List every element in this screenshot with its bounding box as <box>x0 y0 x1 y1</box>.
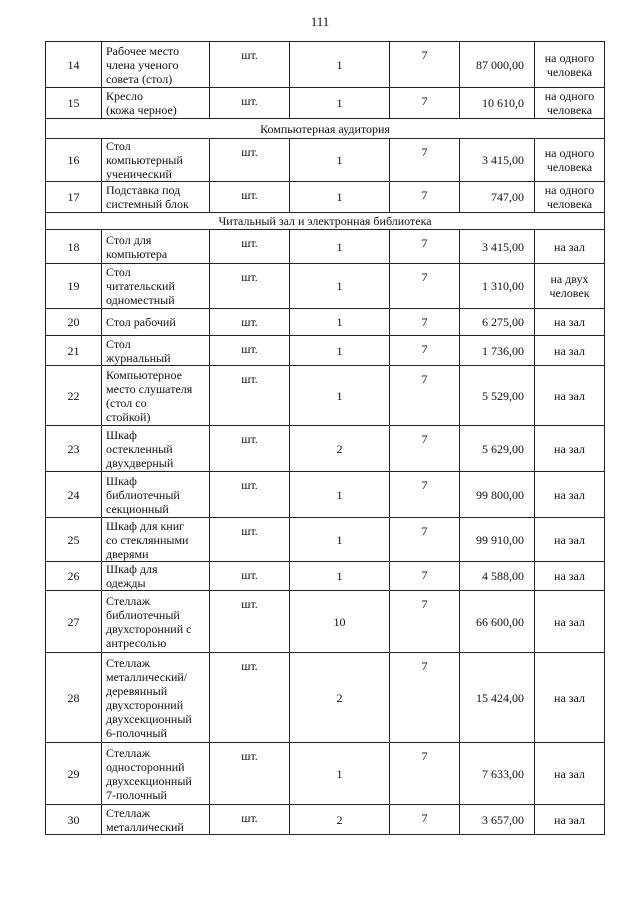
note-cell-line: человека <box>546 160 593 174</box>
note-cell-line: человека <box>546 197 593 211</box>
item-name <box>102 336 210 366</box>
item-name-line: Рабочее место <box>106 43 180 58</box>
note-cell <box>535 139 605 182</box>
item-name-line: Стеллаж <box>106 593 151 608</box>
item-name-line: (стол со <box>106 395 147 410</box>
unit-cell: шт. <box>210 42 290 88</box>
item-name-line: Стеллаж <box>106 745 151 760</box>
price-cell: 87 000,00 <box>460 42 535 88</box>
note-cell <box>535 264 605 309</box>
table-row <box>46 42 605 88</box>
item-name-line: члена ученого <box>106 57 179 72</box>
unit-cell: шт. <box>210 182 290 213</box>
service-life-cell: 7 <box>390 591 460 653</box>
item-name-line: Шкаф для <box>106 562 158 576</box>
item-name-line: Стол <box>106 139 131 153</box>
row-number: 29 <box>46 743 102 805</box>
quantity-cell: 1 <box>290 472 390 518</box>
note-cell-line: на зал <box>554 441 585 456</box>
note-cell-line: на двух <box>550 272 589 286</box>
note-cell <box>535 230 605 264</box>
note-cell-line: человека <box>546 103 593 117</box>
service-life-cell: 7 <box>390 309 460 336</box>
item-name-line: 7-полочный <box>106 787 167 802</box>
note-cell-line: на зал <box>554 388 585 403</box>
item-name-line: двухсекционный <box>106 773 192 788</box>
note-cell-line: на одного <box>544 183 595 197</box>
item-name <box>102 472 210 518</box>
quantity-cell: 1 <box>290 88 390 119</box>
note-cell <box>535 805 605 835</box>
note-cell <box>535 366 605 426</box>
note-cell-line: человек <box>549 286 590 300</box>
unit-cell: шт. <box>210 336 290 366</box>
unit-cell: шт. <box>210 805 290 835</box>
section-title: Компьютерная аудитория <box>46 119 605 139</box>
item-name <box>102 591 210 653</box>
item-name <box>102 805 210 835</box>
price-cell: 6 275,00 <box>460 309 535 336</box>
quantity-cell: 10 <box>290 591 390 653</box>
note-cell <box>535 336 605 366</box>
table-row <box>46 182 605 213</box>
service-life-cell: 7 <box>390 88 460 119</box>
service-life-cell: 7 <box>390 230 460 264</box>
row-number: 30 <box>46 805 102 835</box>
item-name-line: Компьютерное <box>106 367 182 382</box>
service-life-cell: 7 <box>390 743 460 805</box>
note-cell-line: на зал <box>554 812 585 827</box>
unit-cell: шт. <box>210 743 290 805</box>
table-row <box>46 230 605 264</box>
row-number: 25 <box>46 518 102 562</box>
service-life-cell: 7 <box>390 42 460 88</box>
price-cell: 66 600,00 <box>460 591 535 653</box>
item-name-line: компьютера <box>106 246 168 261</box>
table-row <box>46 653 605 743</box>
item-name-line: Стол <box>106 265 131 279</box>
quantity-cell: 1 <box>290 139 390 182</box>
service-life-cell: 7 <box>390 518 460 562</box>
note-cell-line: на зал <box>554 690 585 705</box>
price-cell: 5 529,00 <box>460 366 535 426</box>
item-name-line: ученический <box>106 167 172 181</box>
row-number: 23 <box>46 426 102 472</box>
quantity-cell: 2 <box>290 653 390 743</box>
row-number: 24 <box>46 472 102 518</box>
item-name-line: антресолью <box>106 635 167 650</box>
price-cell: 10 610,0 <box>460 88 535 119</box>
equipment-table <box>45 41 605 835</box>
price-cell: 747,00 <box>460 182 535 213</box>
note-cell <box>535 88 605 119</box>
note-cell-line: на зал <box>554 766 585 781</box>
item-name-line: Стол <box>106 336 131 351</box>
table-row <box>46 805 605 835</box>
service-life-cell: 7 <box>390 426 460 472</box>
row-number: 27 <box>46 591 102 653</box>
item-name <box>102 309 210 336</box>
unit-cell: шт. <box>210 426 290 472</box>
item-name-line: со стеклянными <box>106 532 189 547</box>
price-cell: 7 633,00 <box>460 743 535 805</box>
section-row <box>46 213 605 230</box>
table-row <box>46 426 605 472</box>
note-cell <box>535 42 605 88</box>
unit-cell: шт. <box>210 562 290 591</box>
item-name-line: компьютерный <box>106 153 183 167</box>
item-name-line: металлический/ <box>106 669 188 684</box>
item-name-line: Шкаф <box>106 427 137 442</box>
quantity-cell: 1 <box>290 42 390 88</box>
unit-cell: шт. <box>210 366 290 426</box>
note-cell <box>535 472 605 518</box>
price-cell: 99 800,00 <box>460 472 535 518</box>
row-number: 22 <box>46 366 102 426</box>
item-name-line: Стол для <box>106 232 152 247</box>
table-row <box>46 88 605 119</box>
item-name <box>102 88 210 119</box>
row-number: 16 <box>46 139 102 182</box>
item-name-line: (кожа черное) <box>106 103 177 117</box>
item-name-line: остекленный <box>106 441 173 456</box>
item-name-line: системный блок <box>106 197 189 211</box>
row-number: 20 <box>46 309 102 336</box>
quantity-cell: 1 <box>290 182 390 213</box>
note-cell-line: на зал <box>554 532 585 547</box>
note-cell <box>535 309 605 336</box>
row-number: 19 <box>46 264 102 309</box>
unit-cell: шт. <box>210 472 290 518</box>
item-name-line: библиотечный <box>106 607 180 622</box>
item-name <box>102 139 210 182</box>
table-body <box>46 42 605 835</box>
item-name-line: Шкаф <box>106 473 137 488</box>
unit-cell: шт. <box>210 518 290 562</box>
price-cell: 15 424,00 <box>460 653 535 743</box>
item-name-line: Стол рабочий <box>106 315 176 329</box>
table-row <box>46 336 605 366</box>
item-name-line: металлический <box>106 819 184 834</box>
item-name-line: одноместный <box>106 293 175 307</box>
row-number: 14 <box>46 42 102 88</box>
unit-cell: шт. <box>210 653 290 743</box>
service-life-cell: 7 <box>390 264 460 309</box>
table-row <box>46 309 605 336</box>
quantity-cell: 1 <box>290 309 390 336</box>
table-row <box>46 591 605 653</box>
note-cell <box>535 182 605 213</box>
item-name-line: 6-полочный <box>106 725 167 740</box>
item-name <box>102 182 210 213</box>
quantity-cell: 1 <box>290 562 390 591</box>
item-name-line: Подставка под <box>106 183 181 197</box>
item-name-line: двухдверный <box>106 455 174 470</box>
item-name <box>102 264 210 309</box>
item-name-line: Кресло <box>106 89 143 103</box>
note-cell-line: на одного <box>544 50 595 65</box>
item-name-line: библиотечный <box>106 487 180 502</box>
service-life-cell: 7 <box>390 653 460 743</box>
section-title: Читальный зал и электронная библиотека <box>46 213 605 230</box>
quantity-cell: 1 <box>290 264 390 309</box>
page-number: 111 <box>310 14 330 29</box>
service-life-cell: 7 <box>390 336 460 366</box>
note-cell-line: на зал <box>554 569 585 583</box>
price-cell: 3 657,00 <box>460 805 535 835</box>
service-life-cell: 7 <box>390 805 460 835</box>
item-name-line: Шкаф для книг <box>106 518 185 533</box>
table-row <box>46 472 605 518</box>
row-number: 15 <box>46 88 102 119</box>
service-life-cell: 7 <box>390 366 460 426</box>
unit-cell: шт. <box>210 591 290 653</box>
item-name-line: деревянный <box>106 683 168 698</box>
table-row <box>46 366 605 426</box>
service-life-cell: 7 <box>390 472 460 518</box>
table-row <box>46 139 605 182</box>
item-name-line: совета (стол) <box>106 71 173 86</box>
price-cell: 1 310,00 <box>460 264 535 309</box>
service-life-cell: 7 <box>390 139 460 182</box>
row-number: 17 <box>46 182 102 213</box>
quantity-cell: 1 <box>290 743 390 805</box>
row-number: 18 <box>46 230 102 264</box>
item-name-line: односторонний <box>106 759 185 774</box>
note-cell-line: человека <box>546 64 593 79</box>
note-cell-line: на зал <box>554 343 585 358</box>
item-name <box>102 743 210 805</box>
price-cell: 1 736,00 <box>460 336 535 366</box>
quantity-cell: 1 <box>290 518 390 562</box>
item-name <box>102 518 210 562</box>
item-name-line: журнальный <box>106 350 171 365</box>
price-cell: 3 415,00 <box>460 230 535 264</box>
unit-cell: шт. <box>210 264 290 309</box>
unit-cell: шт. <box>210 88 290 119</box>
price-cell: 5 629,00 <box>460 426 535 472</box>
quantity-cell: 2 <box>290 426 390 472</box>
item-name <box>102 42 210 88</box>
item-name <box>102 562 210 591</box>
item-name-line: место слушателя <box>106 381 193 396</box>
unit-cell: шт. <box>210 230 290 264</box>
service-life-cell: 7 <box>390 562 460 591</box>
item-name <box>102 366 210 426</box>
note-cell <box>535 743 605 805</box>
item-name-line: одежды <box>106 576 146 590</box>
section-row <box>46 119 605 139</box>
quantity-cell: 1 <box>290 230 390 264</box>
item-name-line: стойкой) <box>106 409 151 424</box>
service-life-cell: 7 <box>390 182 460 213</box>
price-cell: 3 415,00 <box>460 139 535 182</box>
item-name-line: читательский <box>106 279 175 293</box>
item-name-line: двухсторонний <box>106 697 184 712</box>
note-cell-line: на зал <box>554 614 585 629</box>
note-cell <box>535 518 605 562</box>
quantity-cell: 2 <box>290 805 390 835</box>
price-cell: 4 588,00 <box>460 562 535 591</box>
row-number: 28 <box>46 653 102 743</box>
item-name-line: Стеллаж <box>106 655 151 670</box>
item-name-line: секционный <box>106 501 169 516</box>
note-cell-line: на одного <box>544 146 595 160</box>
table-row <box>46 264 605 309</box>
note-cell <box>535 426 605 472</box>
table-row <box>46 562 605 591</box>
note-cell <box>535 591 605 653</box>
note-cell-line: на зал <box>554 315 585 329</box>
quantity-cell: 1 <box>290 336 390 366</box>
unit-cell: шт. <box>210 139 290 182</box>
row-number: 26 <box>46 562 102 591</box>
item-name <box>102 426 210 472</box>
item-name <box>102 230 210 264</box>
note-cell-line: на зал <box>554 239 585 254</box>
note-cell <box>535 653 605 743</box>
row-number: 21 <box>46 336 102 366</box>
table-row <box>46 518 605 562</box>
note-cell-line: на зал <box>554 487 585 502</box>
table-row <box>46 743 605 805</box>
price-cell: 99 910,00 <box>460 518 535 562</box>
item-name <box>102 653 210 743</box>
note-cell-line: на одного <box>544 89 595 103</box>
note-cell <box>535 562 605 591</box>
unit-cell: шт. <box>210 309 290 336</box>
item-name-line: Стеллаж <box>106 805 151 820</box>
item-name-line: двухсторонний с <box>106 621 192 636</box>
item-name-line: двухсекционный <box>106 711 192 726</box>
quantity-cell: 1 <box>290 366 390 426</box>
item-name-line: дверями <box>106 546 149 561</box>
